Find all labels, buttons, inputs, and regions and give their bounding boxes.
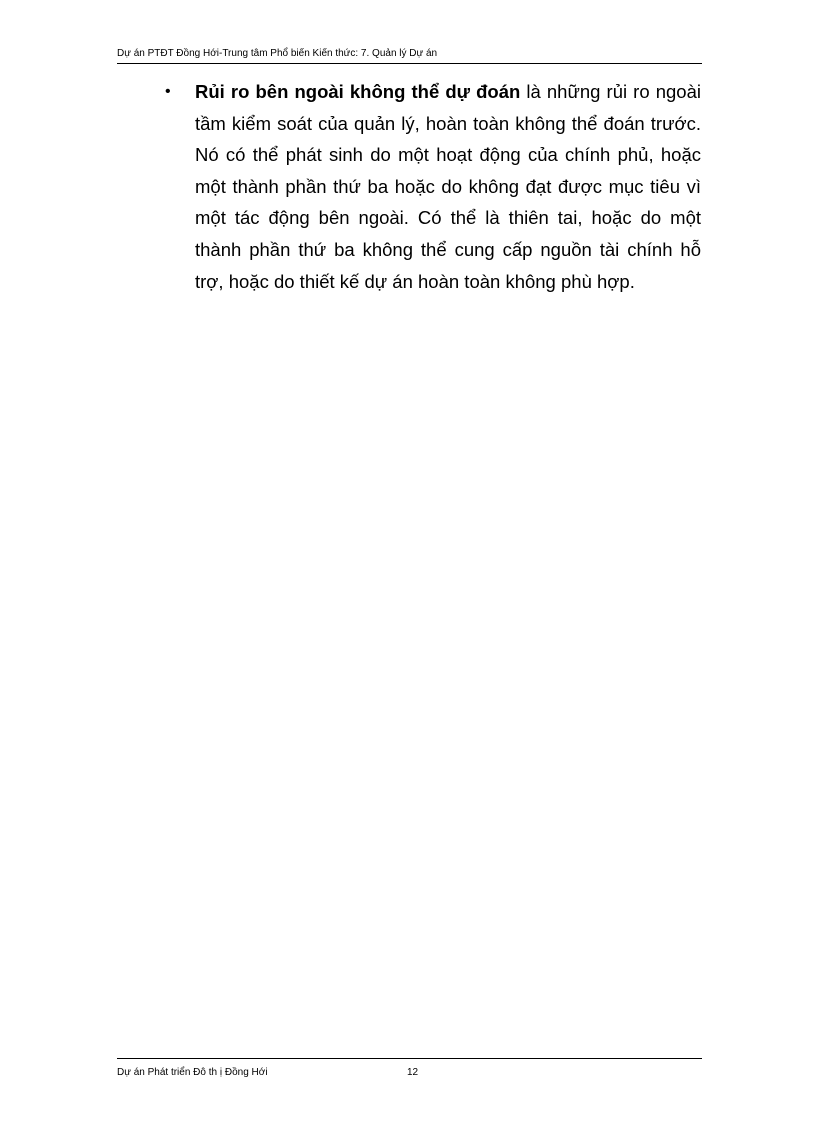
bullet-term: Rủi ro bên ngoài không thể dự đoán <box>195 81 521 102</box>
page-header <box>117 47 702 64</box>
bullet-icon: • <box>165 83 171 100</box>
footer-text: Dự án Phát triển Đô th ị Đồng Hới <box>117 1067 268 1078</box>
page-header-text: Dự án PTĐT Đồng Hới-Trung tâm Phổ biến Kiến thức: 7. Quản lý Dự án <box>117 48 438 59</box>
bullet-body: là những rủi ro ngoài tầm kiểm soát của quản lý, hoàn toàn không thể đoán trước. Nó có thể phát sinh do một hoạt động của chính phủ, hoặc một thành phần thứ ba hoặc do không đạt được mục tiêu vì một tác động bên ngoài. Có thể là thiên tai, hoặc do một thành phần thứ ba không thể cung cấp nguồn tài chính hỗ trợ, hoặc do thiết kế dự án hoàn toàn không phù hợp. <box>195 81 701 292</box>
list-item <box>165 76 701 297</box>
page-footer <box>117 1058 702 1083</box>
page-content <box>165 76 701 297</box>
page-number: 12 <box>407 1067 419 1078</box>
